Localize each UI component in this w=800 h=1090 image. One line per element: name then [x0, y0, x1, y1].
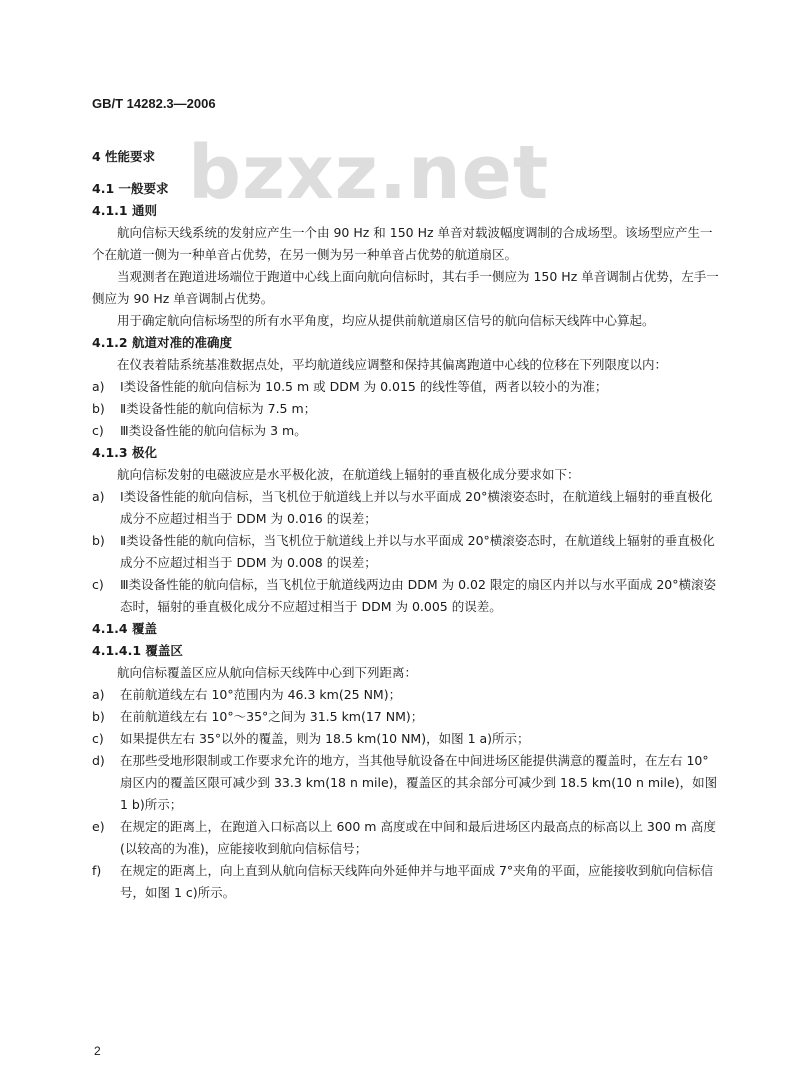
list-item-text: Ⅰ类设备性能的航向信标，当飞机位于航道线上并以与水平面成 20°横滚姿态时，在航道线上辐射的垂直极化成分不应超过相当于 DDM 为 0.016 的误差；	[120, 489, 713, 526]
subsection-heading: 4.1 一般要求	[92, 181, 169, 196]
list-item	[92, 574, 720, 618]
list-item	[92, 398, 720, 420]
list-item-text: 在前航道线左右 10°范围内为 46.3 km(25 NM)；	[120, 687, 402, 702]
list-item-marker: b)	[92, 709, 105, 724]
list-item-marker: e)	[92, 819, 105, 834]
list-item-marker: c)	[92, 577, 104, 592]
list-item-marker: a)	[92, 687, 105, 702]
list-item	[92, 486, 720, 530]
document-body	[92, 146, 720, 904]
list-item	[92, 684, 720, 706]
paragraph: 航向信标发射的电磁波应是水平极化波，在航道线上辐射的垂直极化成分要求如下：	[117, 467, 580, 482]
list-item	[92, 750, 720, 816]
list-item-marker: a)	[92, 379, 105, 394]
list-item	[92, 530, 720, 574]
list-item-marker: a)	[92, 489, 105, 504]
document-id: GB/T 14282.3—2006	[92, 96, 216, 111]
list-item-text: Ⅲ类设备性能的航向信标，当飞机位于航道线两边由 DDM 为 0.02 限定的扇区内并以与水平面成 20°横滚姿态时，辐射的垂直极化成分不应超过相当于 DDM 为 0.005 的误差。	[120, 577, 717, 614]
list-item-marker: c)	[92, 423, 104, 438]
subclause-heading: 4.1.4.1 覆盖区	[92, 643, 183, 658]
section-heading: 4 性能要求	[92, 149, 156, 164]
list-item	[92, 420, 720, 442]
paragraph: 航向信标天线系统的发射应产生一个由 90 Hz 和 150 Hz 单音对载波幅度调制的合成场型。该场型应产生一个在航道一侧为一种单音占优势，在另一侧为另一种单音占优势的航道扇区。	[92, 225, 713, 262]
list-item-text: 在那些受地形限制或工作要求允许的地方，当其他导航设备在中间进场区能提供满意的覆盖时，在左右 10°扇区内的覆盖区限可减少到 33.3 km(18 n mile)，覆盖区的其余部分可减少到 18.5 km(10 n mile)，如图 1 b)所示；	[120, 753, 718, 812]
paragraph: 当观测者在跑道进场端位于跑道中心线上面向航向信标时，其右手一侧应为 150 Hz 单音调制占优势，左手一侧应为 90 Hz 单音调制占优势。	[92, 269, 719, 306]
list-item-text: Ⅱ类设备性能的航向信标，当飞机位于航道线上并以与水平面成 20°横滚姿态时，在航道线上辐射的垂直极化成分不应超过相当于 DDM 为 0.008 的误差；	[120, 533, 715, 570]
list-item-marker: b)	[92, 401, 105, 416]
list-item	[92, 816, 720, 860]
page-number: 2	[94, 1044, 101, 1058]
list-item-text: 在规定的距离上，在跑道入口标高以上 600 m 高度或在中间和最后进场区内最高点的标高以上 300 m 高度(以较高的为准)，应能接收到航向信标信号；	[120, 819, 716, 856]
clause-heading: 4.1.1 通则	[92, 203, 157, 218]
paragraph: 用于确定航向信标场型的所有水平角度，均应从提供前航道扇区信号的航向信标天线阵中心算起。	[117, 313, 655, 328]
paragraph: 在仪表着陆系统基准数据点处，平均航道线应调整和保持其偏离跑道中心线的位移在下列限度以内：	[117, 357, 668, 372]
clause-heading: 4.1.3 极化	[92, 445, 157, 460]
list-item-marker: d)	[92, 753, 105, 768]
list-item-marker: c)	[92, 731, 104, 746]
list-item	[92, 728, 720, 750]
list-item	[92, 376, 720, 398]
list-item-marker: f)	[92, 863, 102, 878]
clause-heading: 4.1.4 覆盖	[92, 621, 157, 636]
list-item-marker: b)	[92, 533, 105, 548]
watermark: bzxz.net	[188, 130, 550, 216]
list-item-text: Ⅲ类设备性能的航向信标为 3 m。	[120, 423, 307, 438]
list-item-text: 在前航道线左右 10°～35°之间为 31.5 km(17 NM)；	[120, 709, 424, 724]
list-item-text: 在规定的距离上，向上直到从航向信标天线阵向外延伸并与地平面成 7°夹角的平面，应能接收到航向信标信号，如图 1 c)所示。	[120, 863, 714, 900]
paragraph: 航向信标覆盖区应从航向信标天线阵中心到下列距离：	[117, 665, 418, 680]
clause-heading: 4.1.2 航道对准的准确度	[92, 335, 232, 350]
list-item-text: Ⅰ类设备性能的航向信标为 10.5 m 或 DDM 为 0.015 的线性等值，两者以较小的为准；	[120, 379, 608, 394]
list-item	[92, 860, 720, 904]
list-item-text: Ⅱ类设备性能的航向信标为 7.5 m；	[120, 401, 317, 416]
list-item-text: 如果提供左右 35°以外的覆盖，则为 18.5 km(10 NM)，如图 1 a)所示；	[120, 731, 530, 746]
list-item	[92, 706, 720, 728]
